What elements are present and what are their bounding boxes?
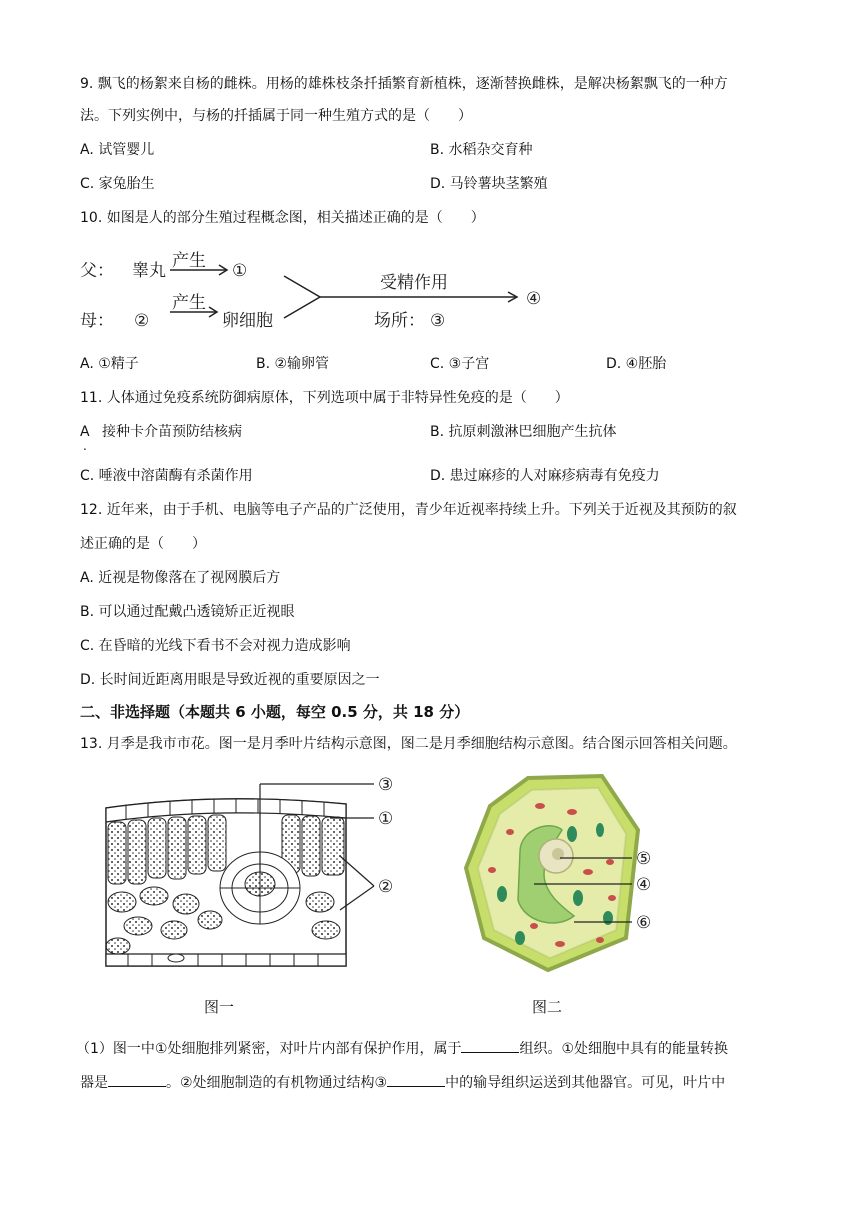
section-title: 二、非选择题（本题共 6 小题，每空 0.5 分，共 18 分） <box>80 703 470 721</box>
fig2-label-4: ④ <box>636 875 652 895</box>
q9-option-c: C. 家兔胎生 <box>80 176 155 192</box>
diagram-testis-label: 睾丸 <box>132 261 166 281</box>
answer-blank-1[interactable] <box>461 1038 519 1053</box>
q11-option-a <box>80 422 243 453</box>
q9-option-d: D. 马铃薯块茎繁殖 <box>430 176 548 192</box>
q13-part1-text-a: （1）图一中①处细胞排列紧密，对叶片内部有保护作用，属于 <box>76 1041 462 1057</box>
diagram-father-label: 父： <box>80 261 114 281</box>
fig1-label-2: ② <box>378 877 394 897</box>
q13-stem: 13. 月季是我市市花。图一是月季叶片结构示意图，图二是月季细胞结构示意图。结合图示回答相关问题。 <box>80 736 737 752</box>
diagram-place-label: 场所： <box>374 311 425 331</box>
plant-cell-figure <box>460 770 680 976</box>
answer-blank-3[interactable] <box>387 1072 445 1087</box>
diagram-egg-label: 卵细胞 <box>222 311 273 331</box>
q12-stem-line1: 12. 近年来，由于手机、电脑等电子产品的广泛使用，青少年近视率持续上升。下列关于近视及其预防的叙 <box>80 502 737 518</box>
q10-stem: 10. 如图是人的部分生殖过程概念图，相关描述正确的是（ ） <box>80 210 485 226</box>
fig1-caption: 图一 <box>204 998 235 1016</box>
q11-option-a-text: 接种卡介苗预防结核病 <box>102 424 243 440</box>
diagram-node-1: ① <box>232 261 248 281</box>
q13-part1-text-d: 。②处细胞制造的有机物通过结构③ <box>166 1075 388 1091</box>
leaf-structure-figure <box>98 770 418 970</box>
q11-option-d: D. 患过麻疹的人对麻疹病毒有免疫力 <box>430 468 660 484</box>
q10-option-d: D. ④胚胎 <box>606 356 667 372</box>
diagram-produce-label-top: 产生 <box>172 251 206 271</box>
q11-option-a-letter: A <box>80 424 90 440</box>
q13-part1-text-b: 组织。①处细胞中具有的能量转换 <box>519 1041 729 1057</box>
q13-part1-line1 <box>76 1038 728 1059</box>
diagram-merge-bracket <box>284 276 320 318</box>
reproduction-concept-diagram <box>80 236 560 340</box>
q10-option-a: A. ①精子 <box>80 356 139 372</box>
q9-option-a: A. 试管婴儿 <box>80 142 155 158</box>
fig1-label-3: ③ <box>378 775 394 795</box>
q11-option-b: B. 抗原刺激淋巴细胞产生抗体 <box>430 424 617 440</box>
diagram-node-3: ③ <box>430 311 446 331</box>
q12-option-b: B. 可以通过配戴凸透镜矫正近视眼 <box>80 604 295 620</box>
q11-option-c: C. 唾液中溶菌酶有杀菌作用 <box>80 468 253 484</box>
fig2-label-6: ⑥ <box>636 913 652 933</box>
diagram-node-2: ② <box>134 311 150 331</box>
fig1-label-1: ① <box>378 809 394 829</box>
q13-part1-text-e: 中的输导组织运送到其他器官。可见，叶片中 <box>445 1075 726 1091</box>
q9-stem-line2: 法。下列实例中，与杨的扦插属于同一种生殖方式的是（ ） <box>80 108 472 124</box>
q12-stem-line2: 述正确的是（ ） <box>80 536 206 552</box>
diagram-mother-label: 母： <box>80 311 114 331</box>
diagram-produce-label-bottom: 产生 <box>172 293 206 313</box>
q12-option-c: C. 在昏暗的光线下看书不会对视力造成影响 <box>80 638 351 654</box>
q10-option-c: C. ③子宫 <box>430 356 490 372</box>
q10-option-b: B. ②输卵管 <box>256 356 330 372</box>
fig2-label-5: ⑤ <box>636 849 652 869</box>
q13-part1-text-c: 器是 <box>80 1075 108 1091</box>
fig2-caption: 图二 <box>532 998 563 1016</box>
q11-option-a-dot: . <box>83 439 87 453</box>
answer-blank-2[interactable] <box>108 1072 166 1087</box>
diagram-node-4: ④ <box>526 289 542 309</box>
q9-option-b: B. 水稻杂交育种 <box>430 142 533 158</box>
q11-stem: 11. 人体通过免疫系统防御病原体，下列选项中属于非特异性免疫的是（ ） <box>80 390 569 406</box>
diagram-fertilization-label: 受精作用 <box>380 273 448 293</box>
q12-option-d: D. 长时间近距离用眼是导致近视的重要原因之一 <box>80 672 380 688</box>
q9-stem-line1: 9. 飘飞的杨絮来自杨的雌株。用杨的雄株枝条扦插繁育新植株，逐渐替换雌株，是解决杨絮飘飞的一种方 <box>80 76 728 92</box>
q13-part1-line2 <box>80 1072 725 1093</box>
q12-option-a: A. 近视是物像落在了视网膜后方 <box>80 570 281 586</box>
